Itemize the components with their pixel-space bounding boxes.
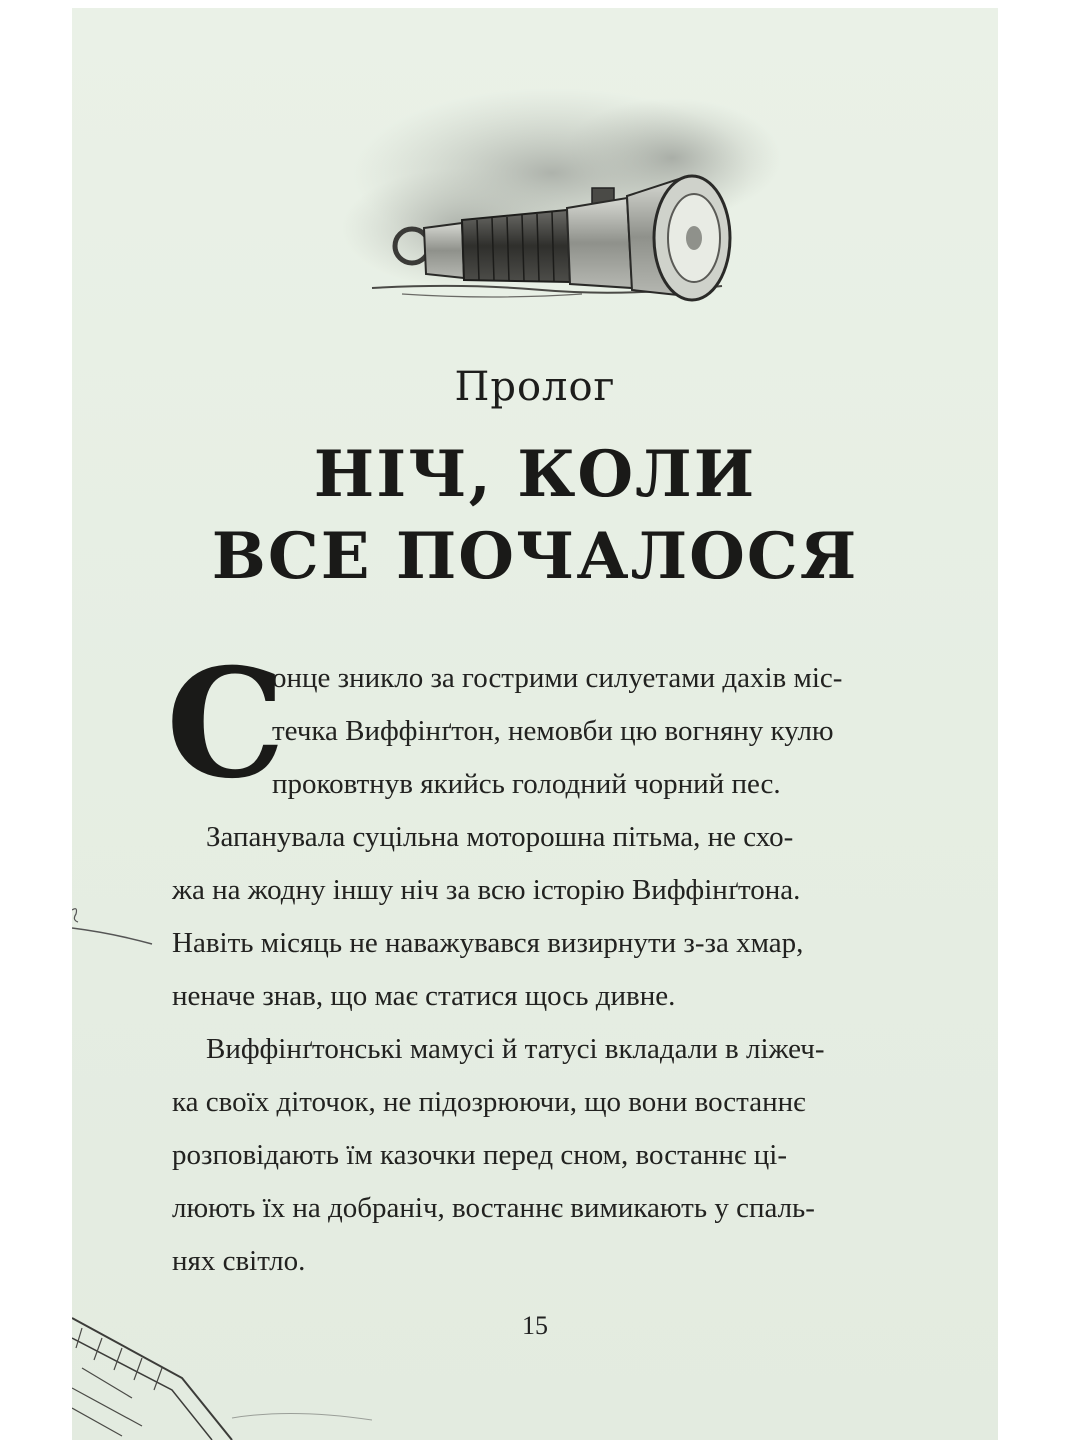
text-line: Запанувала суцільна моторошна пітьма, не схо-: [206, 821, 794, 853]
book-page: [72, 8, 998, 1440]
chapter-title: [72, 434, 998, 598]
flashlight-icon: [342, 78, 782, 338]
paragraph-1: [166, 636, 932, 812]
chapter-label: Пролог: [454, 364, 616, 410]
text-line: нях світло.: [172, 1245, 306, 1277]
branch-sketch-icon: [72, 888, 162, 968]
text-line: Навіть місяць не наважувався визирнути з-за хмар,: [172, 927, 804, 959]
drop-cap: С: [166, 636, 286, 812]
text-line: Виффінґтонські мамусі й татусі вкладали в ліжеч-: [206, 1033, 825, 1065]
page-number: 15: [522, 1311, 548, 1340]
text-line: проковтнув якийсь голодний чорний пес.: [272, 768, 781, 800]
text-line: люють їх на добраніч, востаннє вимикають у спаль-: [172, 1192, 815, 1224]
text-line: ка своїх діточок, не підозрюючи, що вони востаннє: [172, 1086, 806, 1118]
text-line: течка Виффінґтон, немовби цю вогняну кулю: [272, 715, 834, 747]
chapter-title-line-1: НІЧ, КОЛИ: [313, 437, 757, 512]
text-line: жа на жодну іншу ніч за всю історію Виффінґтона.: [172, 874, 801, 906]
body-text: [166, 636, 932, 1288]
text-line: онце зникло за гострими силуетами дахів міс-: [272, 662, 843, 694]
text-line: розповідають їм казочки перед сном, востаннє ці-: [172, 1139, 787, 1171]
text-line: неначе знав, що має статися щось дивне.: [172, 980, 676, 1012]
paragraph-2: [172, 811, 932, 1023]
paragraph-3: [172, 1023, 932, 1288]
chapter-title-line-2: ВСЕ ПОЧАЛОСЯ: [211, 519, 859, 594]
